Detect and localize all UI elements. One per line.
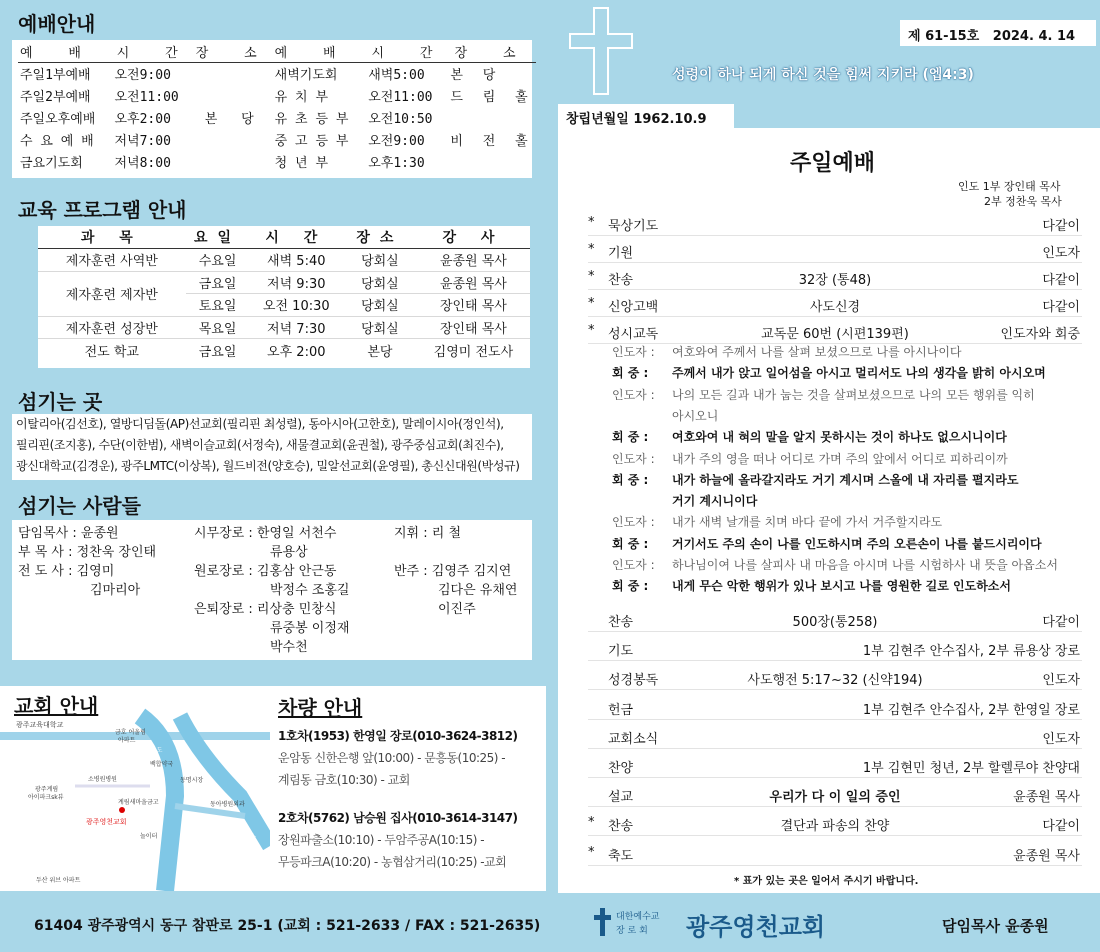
order-row: [588, 264, 1082, 290]
map-title: 교회 안내: [14, 690, 98, 719]
people-role: 지휘 :: [394, 526, 428, 541]
congregation-line: [612, 534, 1082, 555]
reading-text: 여호와여 주께서 나를 살펴 보셨으므로 나를 아시나이다: [672, 345, 962, 359]
footer-pastor: 담임목사 윤종원: [942, 917, 1049, 935]
edu-place: 본당: [343, 339, 417, 362]
speaker-label: 인도자 :: [612, 515, 655, 530]
order-item-detail: 500장(통258): [792, 615, 878, 630]
order-row: [588, 210, 1082, 236]
worship-title: 예배안내: [18, 12, 96, 36]
people-entry: [394, 562, 517, 581]
reading-text: 주께서 내가 앉고 일어섬을 아시고 멀리서도 나의 생각을 밝히 아시오며: [672, 366, 1046, 381]
worship-right-time: 새벽5:00: [368, 67, 425, 83]
standing-mark: *: [588, 815, 595, 831]
vehicle-route-1: [278, 725, 538, 791]
order-row: [588, 752, 1082, 778]
footer-address: 61404 광주광역시 동구 참판로 25-1 (교회 : 521-2633 / FAX : 521-2635): [34, 918, 541, 934]
people-names: 윤종원: [80, 526, 119, 541]
order-item-name: 찬송: [608, 615, 634, 630]
edu-time: 새벽 5:40: [250, 249, 343, 272]
edu-time: 오후 2:00: [250, 339, 343, 362]
service-leader-1: 인도 1부 장인태 목사: [958, 180, 1061, 193]
worship-right-place: 본 당: [450, 67, 502, 83]
order-item-name: 묵상기도: [608, 219, 659, 234]
edu-place: 당회실: [343, 249, 417, 272]
worship-right-name: 중 고 등 부: [274, 133, 349, 149]
people-names: 김홍삼 안근동: [256, 564, 337, 579]
congregation-line: [612, 363, 1082, 384]
edu-teacher: 장인태 목사: [417, 316, 530, 339]
people-entry: [194, 543, 349, 562]
people-entry: [18, 543, 156, 562]
order-item-leader: 1부 김현민 청년, 2부 할렐루야 찬양대: [862, 761, 1080, 776]
route-line: 계림동 금호(10:30) - 교회: [278, 773, 410, 787]
worship-header-place-2: 장 소: [448, 42, 535, 62]
order-row: [588, 664, 1082, 690]
standing-mark: *: [588, 323, 595, 338]
map-label: 놀이터: [140, 833, 158, 840]
map-label: 동명시장: [180, 777, 204, 784]
order-item-name: 성경봉독: [608, 673, 659, 689]
map-label: 동아병원외과: [210, 801, 245, 808]
congregation-line: [612, 491, 1082, 512]
speaker-label: 인도자 :: [612, 345, 655, 359]
order-item-leader: 다같이: [1042, 219, 1080, 234]
edu-subject: 제자훈련 성장반: [38, 316, 186, 339]
serve-places-title: 섬기는 곳: [18, 390, 103, 414]
vehicle-route-2: [278, 807, 538, 873]
worship-right-name: 새벽기도회: [274, 67, 338, 83]
leader-line: [612, 512, 1082, 533]
people-names: 김다은 유채연: [438, 583, 518, 598]
order-item-detail: 우리가 다 이 일의 증인: [769, 790, 901, 806]
worship-left-place: 본 당: [204, 111, 262, 127]
speaker-label: 회 중 :: [612, 579, 649, 594]
order-row: [588, 810, 1082, 836]
order-item-detail: 32장 (통48): [798, 273, 872, 288]
people-role: 전 도 사 :: [18, 564, 73, 579]
leader-line: [612, 406, 1082, 427]
worship-left-time: 오전11:00: [114, 89, 179, 105]
service-title: 주일예배: [790, 151, 876, 176]
people-entry: [18, 524, 156, 543]
route-head: 1호차(1953) 한영일 장로(010-3624-3812): [278, 729, 518, 743]
people-names: 리상충 민창식: [256, 602, 337, 617]
map-label: 광주계림: [35, 786, 59, 793]
people-role: 부 목 사 :: [18, 545, 73, 560]
worship-right-name: 유 초 등 부: [274, 111, 349, 127]
edu-day: 금요일: [186, 271, 250, 294]
education-title: 교육 프로그램 안내: [18, 198, 187, 222]
map-label: 고속도: [145, 747, 163, 754]
reading-text: 하나님이여 나를 살피사 내 마음을 아시며 나를 시험하사 내 뜻을 아옵소서: [672, 558, 1058, 572]
edu-day: 금요일: [186, 339, 250, 362]
people-col-1: [18, 524, 156, 600]
worship-left-time: 오후2:00: [114, 111, 171, 127]
people-role: 원로장로 :: [194, 564, 253, 579]
order-item-detail: 사도행전 5:17~32 (신약194): [747, 673, 923, 689]
church-logo-icon: [592, 907, 612, 937]
edu-teacher: 윤종원 목사: [417, 271, 530, 294]
order-item-detail: 사도신경: [809, 300, 861, 315]
order-row: [588, 694, 1082, 720]
order-item-name: 성시교독: [608, 327, 659, 342]
route-line: 운암동 신한은행 앞(10:00) - 문흥동(10:25) -: [278, 751, 506, 765]
reading-text: 거기서도 주의 손이 나를 인도하시며 주의 오른손이 나를 붙드시리이다: [672, 536, 1042, 551]
order-item-detail: 결단과 파송의 찬양: [780, 819, 890, 835]
edu-day: 수요일: [186, 249, 250, 272]
edu-teacher: 김영미 전도사: [417, 339, 530, 362]
edu-header-teacher: 강 사: [417, 226, 530, 249]
order-row: [588, 291, 1082, 317]
speaker-label: 인도자 :: [612, 451, 655, 466]
edu-subject: 제자훈련 사역반: [38, 249, 186, 272]
worship-right-name: 유 치 부: [274, 89, 328, 105]
people-names: 김마리아: [90, 583, 141, 598]
standing-mark: *: [588, 269, 595, 284]
church-name: 광주영천교회: [686, 913, 826, 941]
worship-right-place: [448, 150, 535, 172]
people-entry: [18, 562, 156, 581]
people-names: 김영미: [76, 564, 115, 579]
edu-place: 당회실: [343, 316, 417, 339]
people-names: 박정수 조홍길: [270, 583, 350, 598]
worship-left-time: 저녁7:00: [114, 133, 171, 149]
people-entry: [394, 524, 517, 543]
map-label: 아파트: [118, 737, 136, 744]
people-role: 은퇴장로 :: [194, 602, 253, 617]
order-item-leader: 다같이: [1042, 300, 1080, 315]
order-item-leader: 다같이: [1042, 273, 1080, 288]
edu-header-subject: 과 목: [38, 226, 186, 249]
issue-box: 제 61-15호 2024. 4. 14: [900, 20, 1096, 46]
order-item-name: 축도: [608, 848, 634, 864]
footer: [0, 893, 1100, 952]
map-label: 두산 위브 아파트: [36, 877, 81, 884]
leader-line: [612, 449, 1082, 470]
serve-people-title: 섬기는 사람들: [18, 494, 141, 518]
order-item-name: 기도: [608, 644, 634, 660]
people-entry: [194, 524, 349, 543]
order-row: [588, 781, 1082, 807]
map-label: 백합약국: [150, 761, 174, 768]
worship-left-name: 수 요 예 배: [20, 133, 94, 149]
order-item-name: 설교: [608, 790, 634, 806]
speaker-label: 회 중 :: [612, 472, 649, 487]
worship-right-time: 오전10:50: [368, 111, 433, 127]
worship-right-time: 오후1:30: [368, 155, 425, 171]
vehicle-box: [270, 686, 546, 891]
worship-right-place: 비 전 홀: [450, 133, 534, 149]
edu-teacher: 장인태 목사: [417, 294, 530, 317]
people-col-3: [394, 524, 517, 619]
worship-left-name: 주일2부예배: [20, 89, 91, 105]
order-item-name: 기원: [608, 246, 634, 261]
order-item-name: 찬송: [608, 819, 634, 835]
leader-line: [612, 555, 1082, 576]
education-table: [38, 226, 530, 368]
reading-text: 내가 하늘에 올라갈지라도 거기 계시며 스올에 내 자리를 펼지라도: [672, 472, 1019, 487]
congregation-line: [612, 470, 1082, 491]
serve-places-line: 필리핀(조지홍), 수단(이한범), 새벽이슬교회(서정숙), 새물결교회(윤권철), 광주중심교회(최진수),: [16, 438, 504, 452]
reading-text: 거기 계시니이다: [672, 494, 758, 509]
route-line: 장원파출소(10:10) - 두암주공A(10:15) -: [278, 833, 485, 847]
people-entry: [194, 619, 349, 638]
order-item-leader: 다같이: [1042, 819, 1080, 835]
edu-time: 저녁 7:30: [250, 316, 343, 339]
worship-right-time: 오전9:00: [368, 133, 425, 149]
order-item-leader: 인도자: [1042, 246, 1080, 261]
standing-mark: *: [588, 215, 595, 230]
order-item-leader: 윤종원 목사: [1013, 848, 1080, 864]
people-names: 이진주: [438, 602, 476, 617]
people-names: 한영일 서천수: [256, 526, 337, 541]
standing-mark: *: [588, 296, 595, 311]
worship-table: [12, 40, 532, 178]
speaker-label: 회 중 :: [612, 430, 649, 445]
worship-left-time: 오전9:00: [114, 67, 171, 83]
worship-right-place: [448, 106, 535, 128]
people-role: 반주 :: [394, 564, 428, 579]
order-item-name: 헌금: [608, 702, 634, 718]
edu-day: 목요일: [186, 316, 250, 339]
worship-right-place: 드 림 홀: [450, 89, 534, 105]
edu-day: 토요일: [186, 294, 250, 317]
order-row: [588, 635, 1082, 661]
route-line: 무등파크A(10:20) - 농협삼거리(10:25) -교회: [278, 855, 507, 869]
order-item-leader: 인도자: [1042, 673, 1080, 689]
map-label: 광주교육대학교: [16, 721, 64, 729]
order-row: [588, 237, 1082, 263]
people-entry: [394, 600, 517, 619]
edu-place: 당회실: [343, 271, 417, 294]
worship-left-name: 금요기도회: [20, 155, 83, 171]
map-label: 아이파크sk뷰: [28, 794, 64, 801]
people-role: 담임목사 :: [18, 526, 77, 541]
order-item-leader: 인도자: [1042, 731, 1080, 747]
edu-time: 저녁 9:30: [250, 271, 343, 294]
order-row: [588, 723, 1082, 749]
people-names: 류중봉 이정재: [270, 621, 350, 636]
logo-small-bottom: 장 로 회: [616, 926, 648, 936]
congregation-line: [612, 427, 1082, 448]
edu-subject: 전도 학교: [38, 339, 186, 362]
people-role: 시무장로 :: [194, 526, 253, 541]
order-item-name: 신앙고백: [608, 300, 659, 315]
edu-header-time: 시 간: [250, 226, 343, 249]
map-label: 광주영천교회: [86, 818, 127, 826]
order-item-leader: 인도자와 회중: [1000, 327, 1080, 342]
reading-text: 아시오니: [672, 408, 719, 423]
edu-subject: 제자훈련 제자반: [38, 271, 186, 316]
reading-text: 내가 주의 영을 떠나 어디로 가며 주의 앞에서 어디로 피하리이까: [672, 451, 1008, 466]
leader-line: [612, 342, 1082, 363]
order-row: [588, 840, 1082, 866]
people-entry: [194, 581, 349, 600]
edu-time: 오전 10:30: [250, 294, 343, 317]
church-map: [0, 686, 270, 891]
order-item-name: 찬양: [608, 761, 634, 776]
serve-places-box: [12, 414, 532, 480]
serve-places-line: 광신대학교(김경운), 광주LMTC(이상복), 월드비전(양호승), 밀알선교회(윤영필), 총신신대원(박성규): [16, 459, 520, 473]
worship-header-place-1: 장 소: [194, 42, 273, 62]
order-item-leader: 1부 김현주 안수집사, 2부 류용상 장로: [862, 644, 1080, 660]
church-location-dot: [119, 807, 125, 813]
order-item-leader: 다같이: [1042, 615, 1080, 630]
map-label: 소병원병원: [88, 776, 117, 783]
order-item-name: 찬송: [608, 273, 634, 288]
people-names: 류용상: [270, 545, 308, 560]
congregation-line: [612, 576, 1082, 597]
standing-note: * 표가 있는 곳은 일어서 주시기 바랍니다.: [734, 876, 919, 887]
map-label: 두암지구로: [228, 832, 258, 853]
worship-right-time: 오전11:00: [368, 89, 433, 105]
worship-header-time-2: 예 배 시 간: [273, 42, 449, 62]
map-label: 계림새마을금고: [118, 799, 159, 806]
order-row: [588, 606, 1082, 632]
standing-mark: *: [588, 844, 595, 860]
speaker-label: 인도자 :: [612, 387, 655, 402]
people-names: 정찬욱 장인태: [76, 545, 157, 560]
people-entry: [194, 600, 349, 619]
founded-date: 창립년월일 1962.10.9: [558, 104, 734, 128]
speaker-label: 회 중 :: [612, 536, 649, 551]
worship-right-name: 청 년 부: [274, 155, 328, 171]
service-leader-2: 2부 정찬욱 목사: [984, 195, 1062, 208]
people-names: 김영주 김지연: [431, 564, 512, 579]
people-names: 리 철: [431, 526, 462, 541]
standing-mark: *: [588, 242, 595, 257]
people-entry: [18, 581, 156, 600]
vehicle-title: 차량 안내: [278, 696, 363, 720]
edu-place: 당회실: [343, 294, 417, 317]
serve-places-line: 이탈리아(김선호), 열방디딤돌(AP)선교회(필리핀 최성렬), 동아시아(고한호), 말레이시아(정인석),: [16, 417, 504, 431]
speaker-label: 인도자 :: [612, 558, 655, 572]
order-item-detail: 교독문 60번 (시편139편): [761, 327, 909, 342]
map-label: 금호 어울림: [115, 729, 146, 736]
route-head: 2호차(5762) 남승원 집사(010-3614-3147): [278, 811, 518, 825]
worship-header-time-1: 예 배 시 간: [18, 42, 194, 62]
people-names: 박수천: [270, 640, 308, 655]
reading-text: 내게 무슨 악한 행위가 있나 보시고 나를 영원한 길로 인도하소서: [672, 579, 1011, 594]
reading-text: 내가 새벽 날개를 치며 바다 끝에 가서 거주할지라도: [672, 515, 943, 530]
reading-text: 나의 모든 길과 내가 눕는 것을 살펴보셨으므로 나의 모든 행위를 익히: [672, 387, 1035, 402]
people-entry: [394, 581, 517, 600]
order-item-leader: 1부 김현주 안수집사, 2부 한영일 장로: [862, 702, 1080, 718]
logo-small-top: 대한예수교: [616, 912, 660, 922]
edu-header-day: 요일: [186, 226, 250, 249]
order-row: [588, 318, 1082, 344]
motto: 성령이 하나 되게 하신 것을 힘써 지키라 (엡4:3): [672, 67, 974, 83]
people-entry: [194, 562, 349, 581]
people-col-2: [194, 524, 349, 657]
leader-line: [612, 385, 1082, 406]
edu-header-place: 장소: [343, 226, 417, 249]
order-item-leader: 윤종원 목사: [1013, 790, 1080, 806]
serve-people-box: [12, 520, 532, 660]
reading-text: 여호와여 내 혀의 말을 알지 못하시는 것이 하나도 없으시니이다: [672, 430, 1007, 445]
worship-left-time: 저녁8:00: [114, 155, 171, 171]
worship-left-name: 주일1부예배: [20, 67, 91, 83]
cross-icon: [566, 6, 636, 96]
people-entry: [194, 638, 349, 657]
edu-teacher: 윤종원 목사: [417, 249, 530, 272]
order-item-name: 교회소식: [608, 731, 659, 747]
worship-left-name: 주일오후예배: [20, 111, 96, 127]
speaker-label: 회 중 :: [612, 366, 649, 381]
